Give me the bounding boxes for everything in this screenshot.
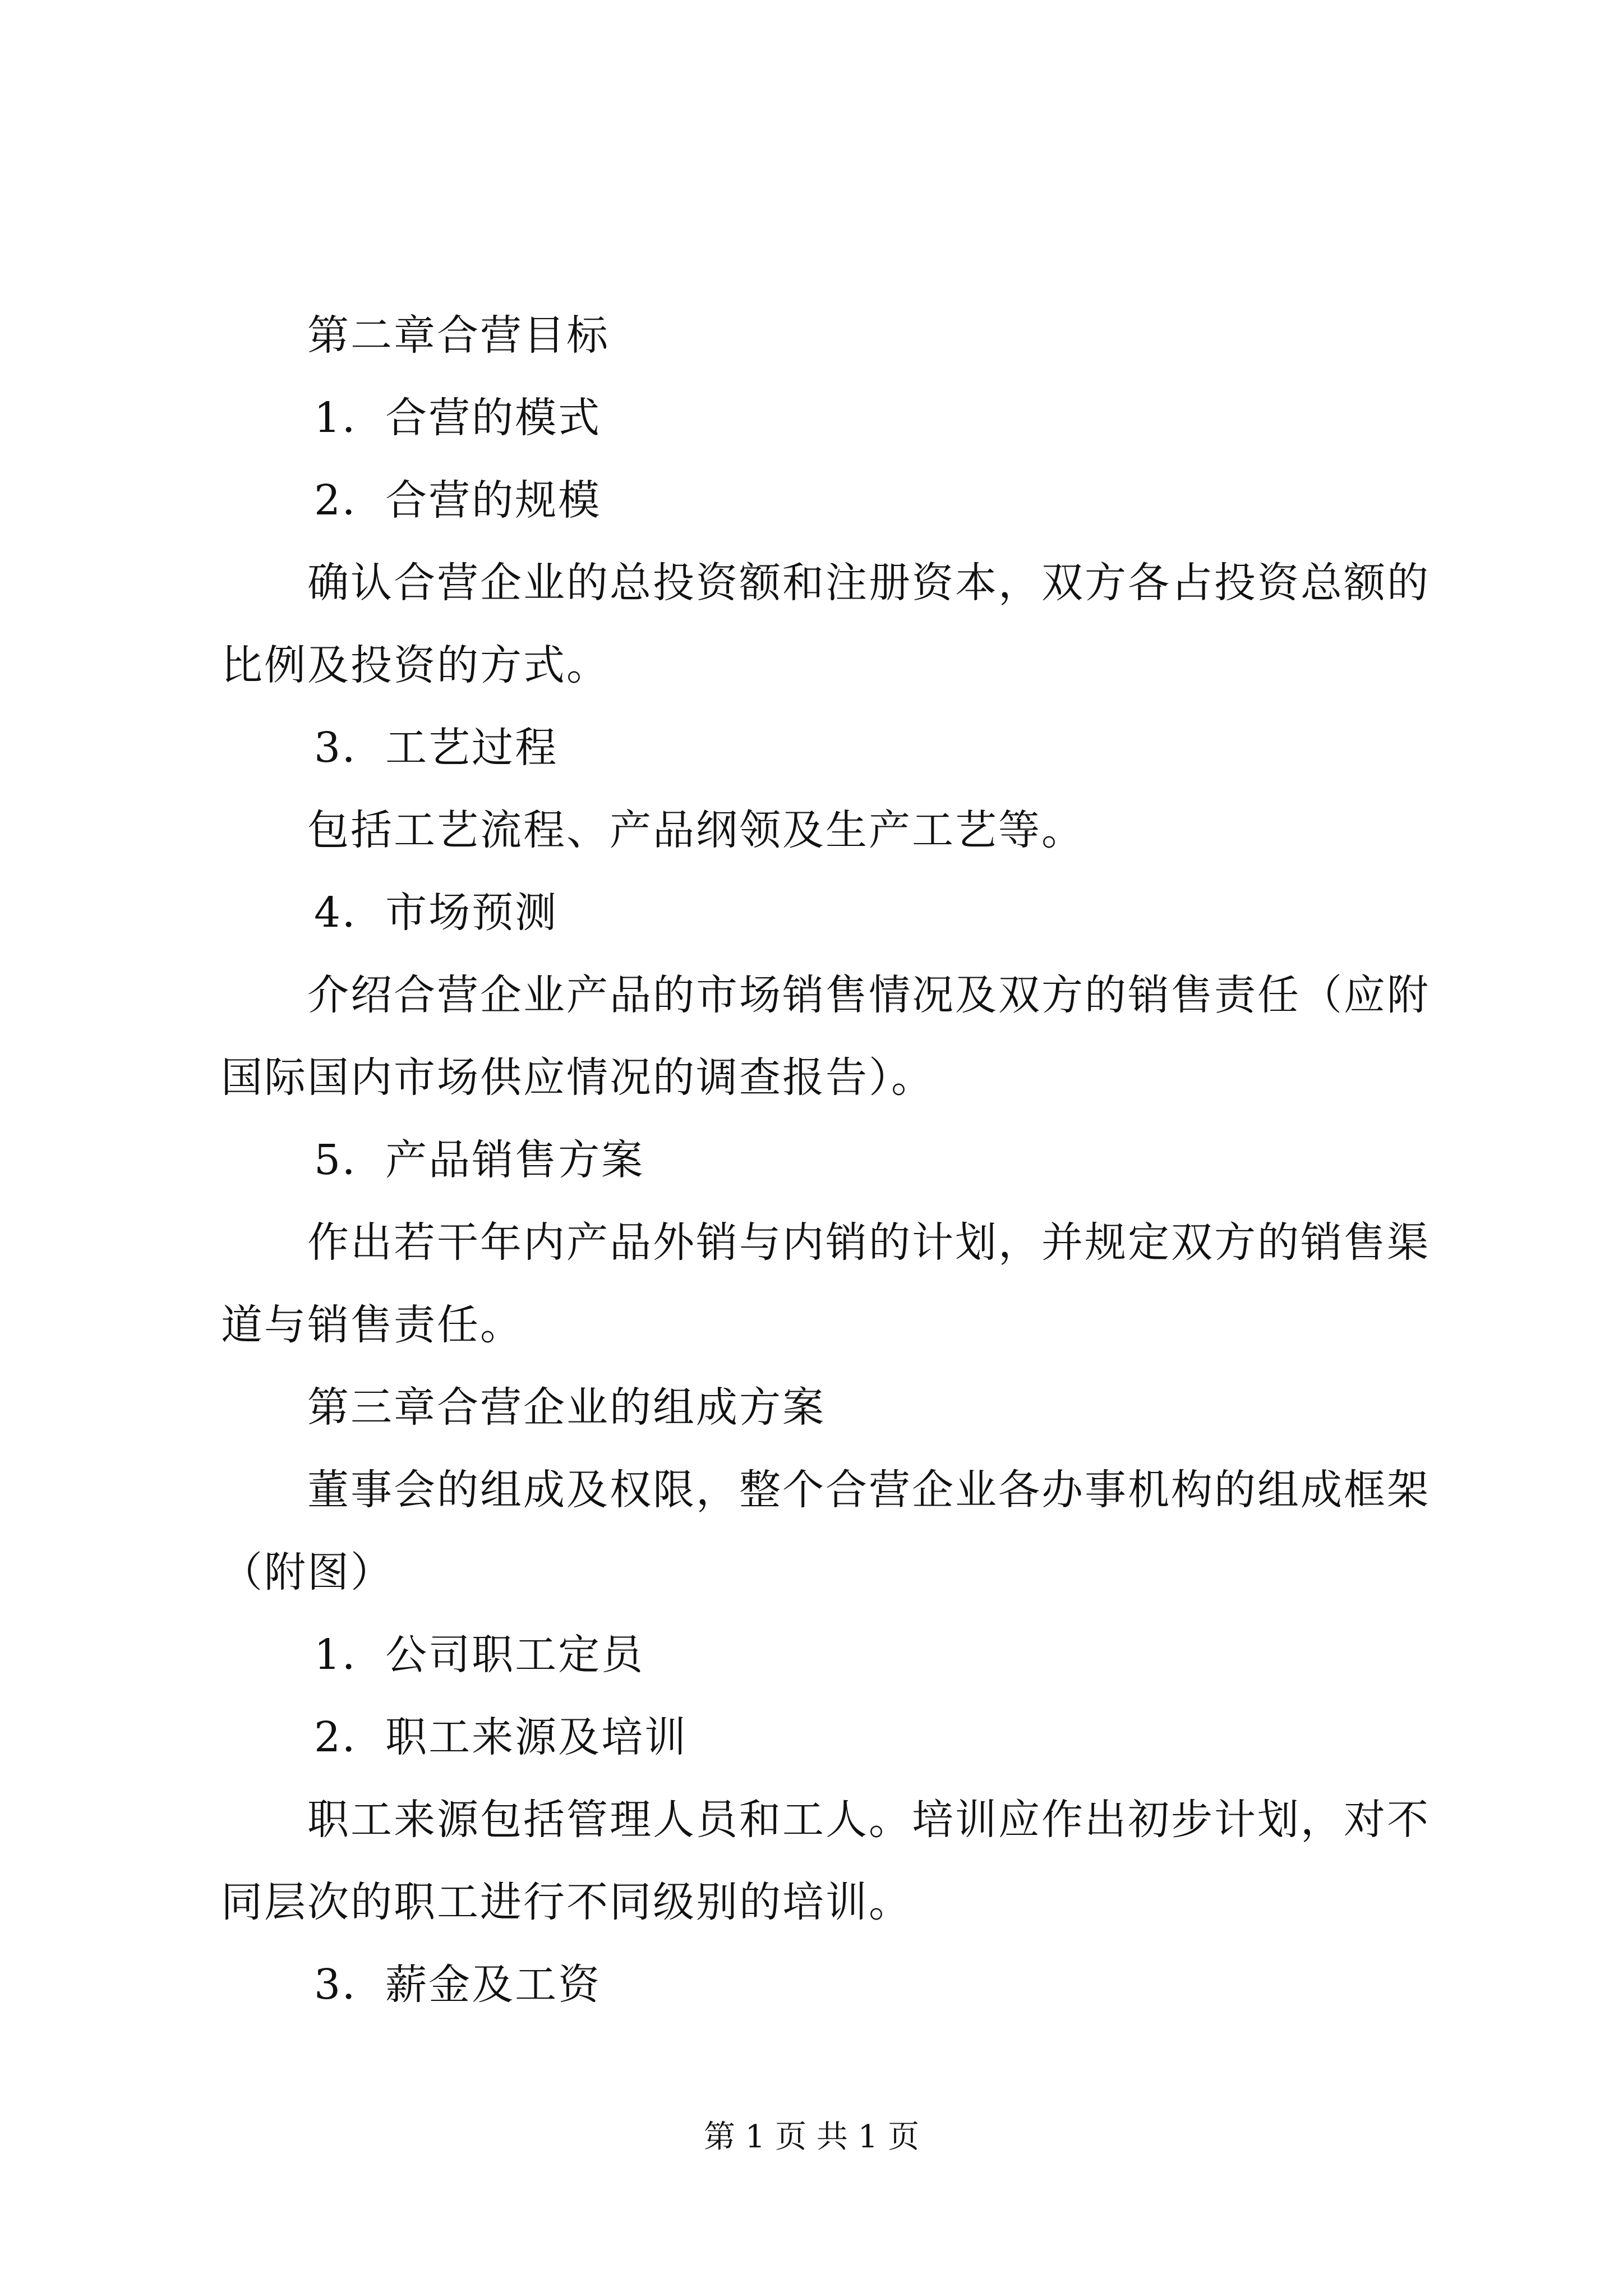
section-heading: 3．工艺过程 — [314, 724, 559, 772]
section-heading: 1．合营的模式 — [314, 394, 602, 442]
section-heading: 5．产品销售方案 — [314, 1136, 645, 1184]
section-heading: 4．市场预测 — [314, 889, 559, 937]
section-heading: 2．职工来源及培训 — [314, 1713, 688, 1761]
paragraph-line: 比例及投资的方式。 — [221, 641, 610, 689]
paragraph-line: 职工来源包括管理人员和工人。培训应作出初步计划，对不 — [307, 1796, 1430, 1844]
section-heading: 3．薪金及工资 — [314, 1961, 602, 2009]
paragraph-line: 同层次的职工进行不同级别的培训。 — [221, 1878, 912, 1926]
paragraph-line: 国际国内市场供应情况的调查报告）。 — [221, 1053, 934, 1102]
page-number-footer: 第 1 页 共 1 页 — [703, 2119, 920, 2155]
chapter-heading: 第二章合营目标 — [307, 311, 610, 360]
paragraph-line: 董事会的组成及权限，整个合营企业各办事机构的组成框架 — [307, 1466, 1430, 1514]
paragraph-line: （附图） — [221, 1548, 394, 1596]
chapter-heading: 第三章合营企业的组成方案 — [307, 1383, 826, 1432]
paragraph-line: 道与销售责任。 — [221, 1301, 523, 1349]
paragraph-line: 作出若干年内产品外销与内销的计划，并规定双方的销售渠 — [307, 1218, 1430, 1267]
section-heading: 2．合营的规模 — [314, 476, 602, 524]
section-heading: 1．公司职工定员 — [314, 1631, 645, 1679]
paragraph-line: 介绍合营企业产品的市场销售情况及双方的销售责任（应附 — [307, 971, 1430, 1019]
paragraph-line: 确认合营企业的总投资额和注册资本，双方各占投资总额的 — [307, 559, 1430, 607]
paragraph-line: 包括工艺流程、产品纲领及生产工艺等。 — [307, 806, 1085, 854]
